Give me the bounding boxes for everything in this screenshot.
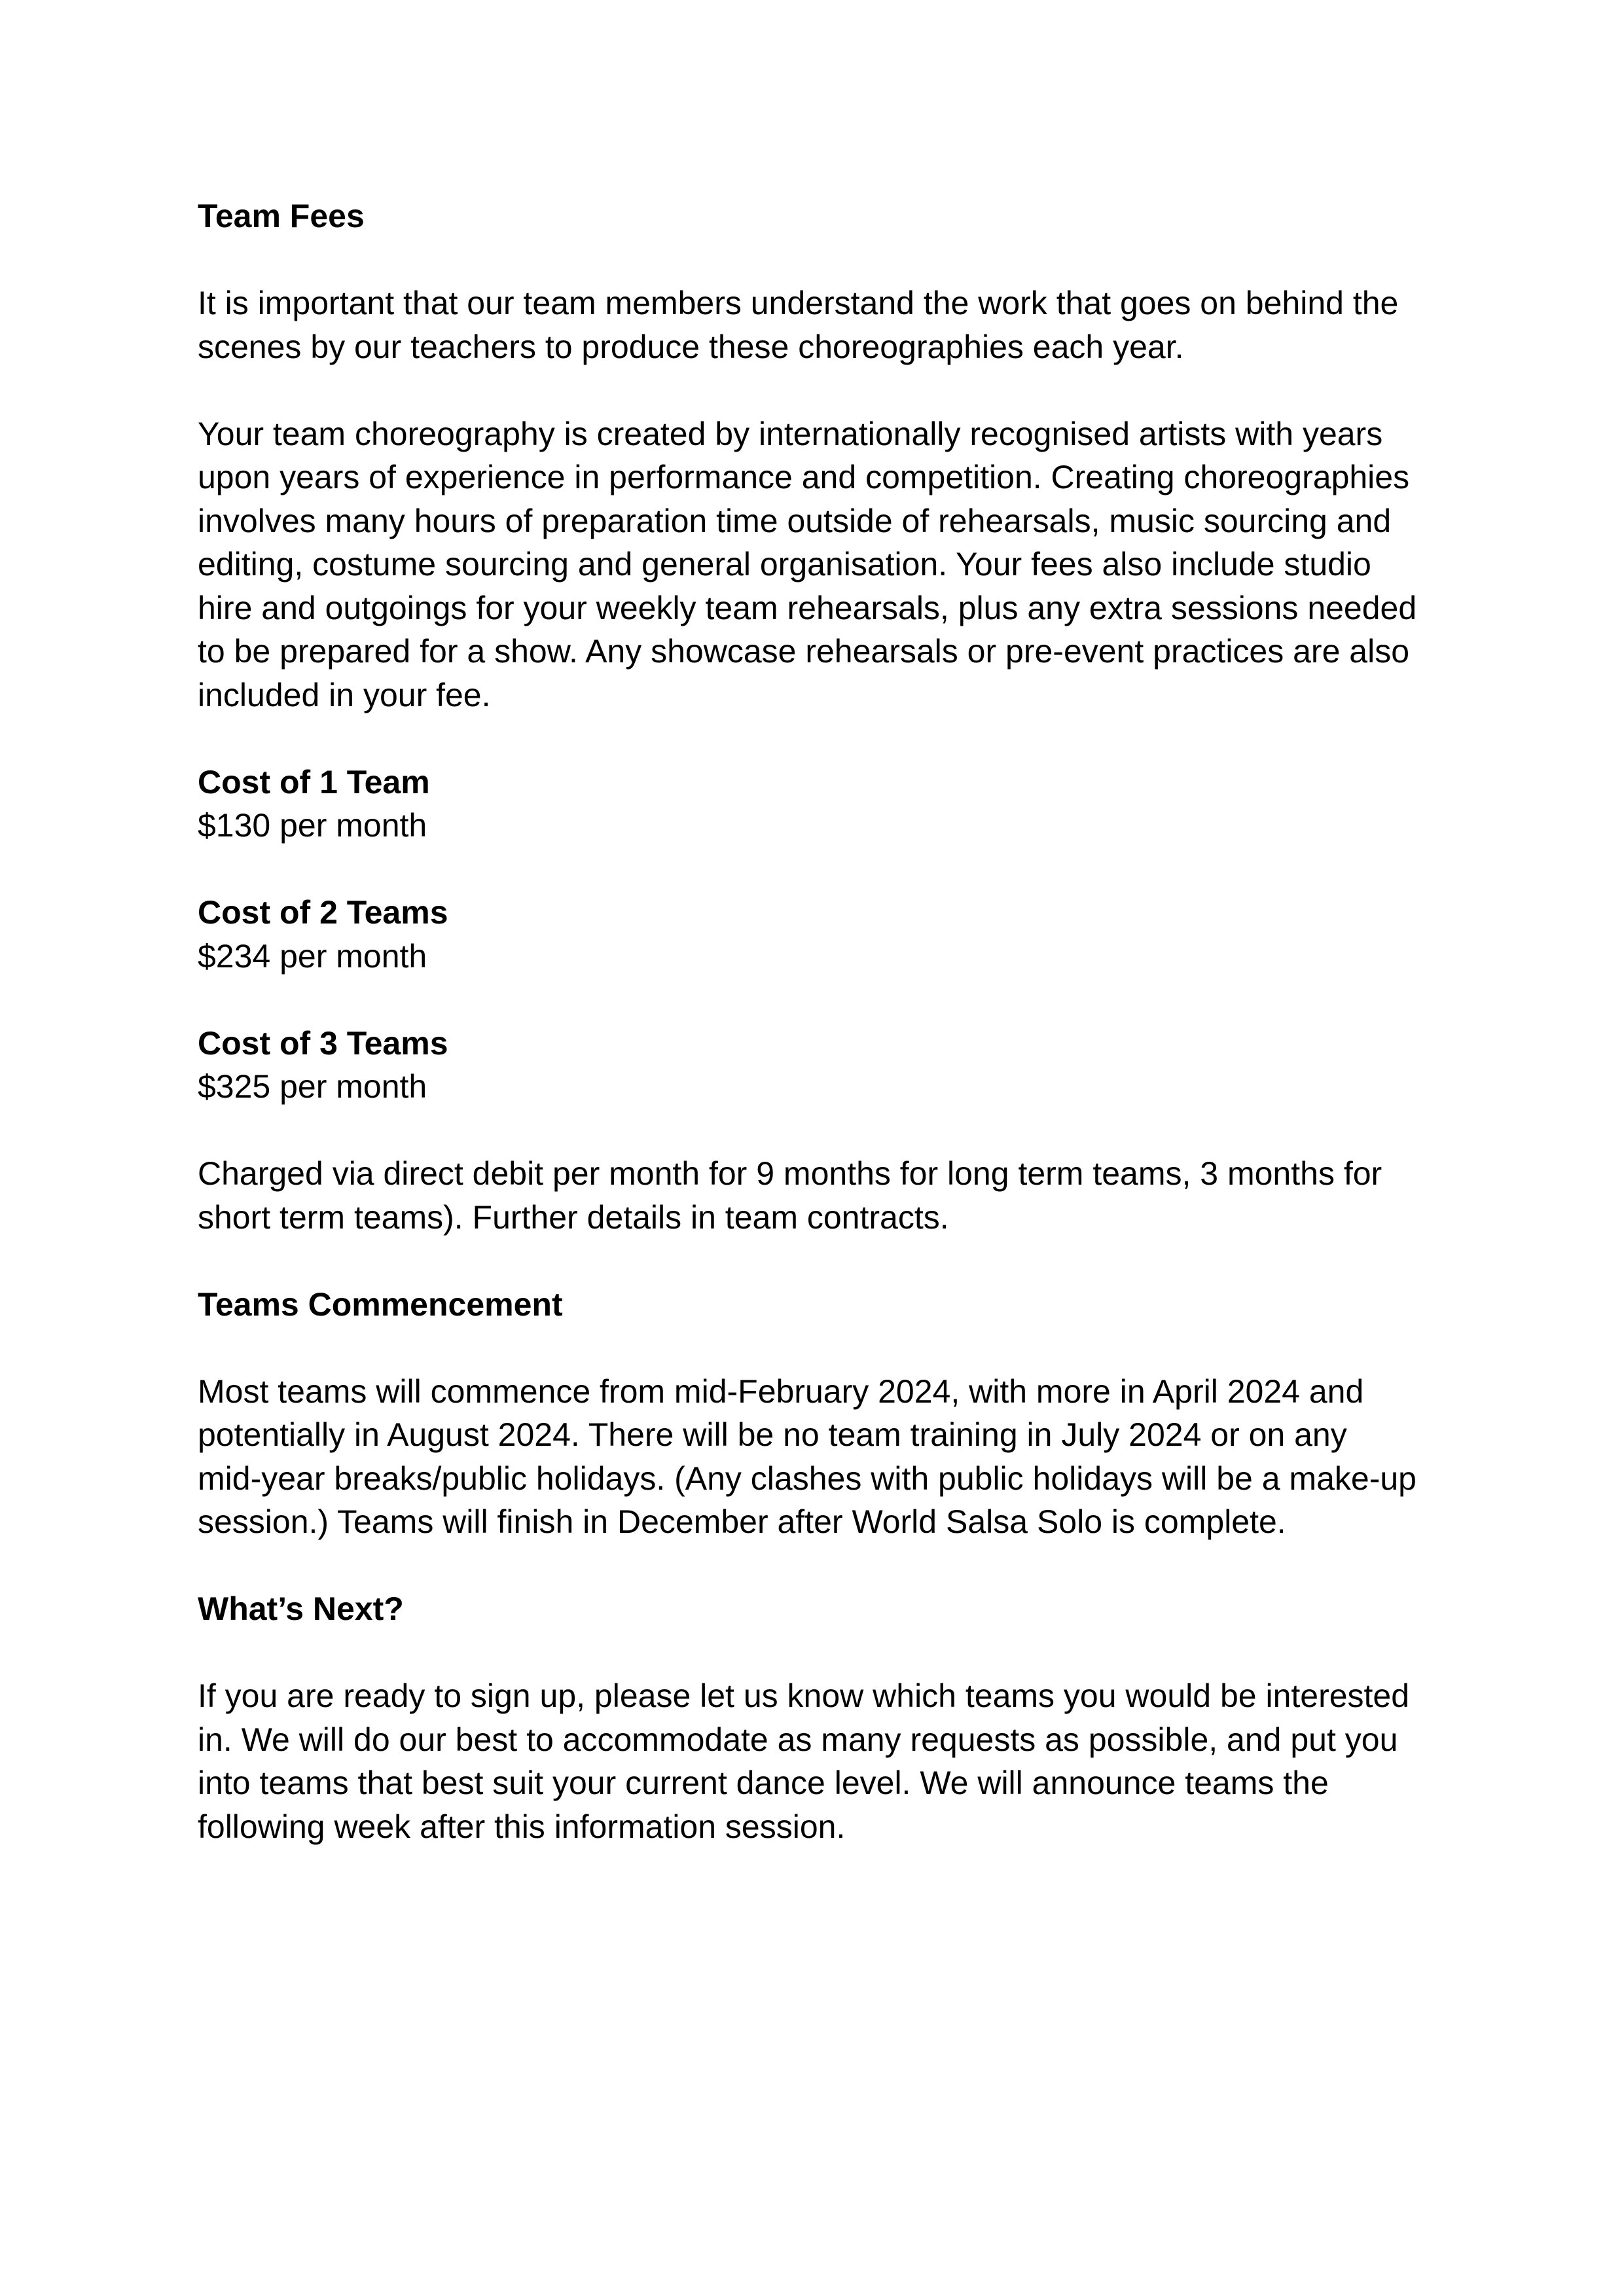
commencement-paragraph: Most teams will commence from mid-February 2024, with more in April 2024 and potentially in August 2024. There will be no team training in July 2024 or on any mid-year breaks/public holidays. (Any clashes with public holidays will be a make-up session.) Teams will finish in December after World Salsa Solo is complete.	[198, 1372, 1416, 1540]
cost-price: $130 per month	[198, 807, 427, 844]
document-body	[198, 194, 1441, 1892]
cost-item-2-teams	[198, 891, 1441, 978]
cost-title: Cost of 2 Teams	[198, 894, 448, 931]
team-fees-heading: Team Fees	[198, 198, 365, 234]
choreography-paragraph: Your team choreography is created by internationally recognised artists with years upon years of experience in performance and competition. Creating choreographies involves many hours of preparation time outside of rehearsals, music sourcing and editing, costume sourcing and general organisation. Your fees also include studio hire and outgoings for your weekly team rehearsals, plus any extra sessions needed to be prepared for a show. Any showcase rehearsals or pre-event practices are also included in your fee.	[198, 415, 1417, 713]
cost-title: Cost of 1 Team	[198, 763, 430, 800]
cost-item-1-team	[198, 761, 1441, 848]
whats-next-heading: What’s Next?	[198, 1590, 404, 1627]
cost-title: Cost of 3 Teams	[198, 1024, 448, 1062]
intro-paragraph: It is important that our team members understand the work that goes on behind the scenes by our teachers to produce these choreographies each year.	[198, 285, 1399, 365]
billing-paragraph: Charged via direct debit per month for 9 months for long term teams, 3 months for short term teams). Further details in team contracts.	[198, 1155, 1382, 1236]
cost-item-3-teams	[198, 1022, 1441, 1109]
cost-price: $234 per month	[198, 937, 427, 975]
commencement-heading: Teams Commencement	[198, 1285, 563, 1323]
cost-price: $325 per month	[198, 1068, 427, 1105]
whats-next-paragraph: If you are ready to sign up, please let us know which teams you would be interested in. We will do our best to accommodate as many requests as possible, and put you into teams that best suit your current dance level. We will announce teams the following week after this information session.	[198, 1677, 1410, 1845]
